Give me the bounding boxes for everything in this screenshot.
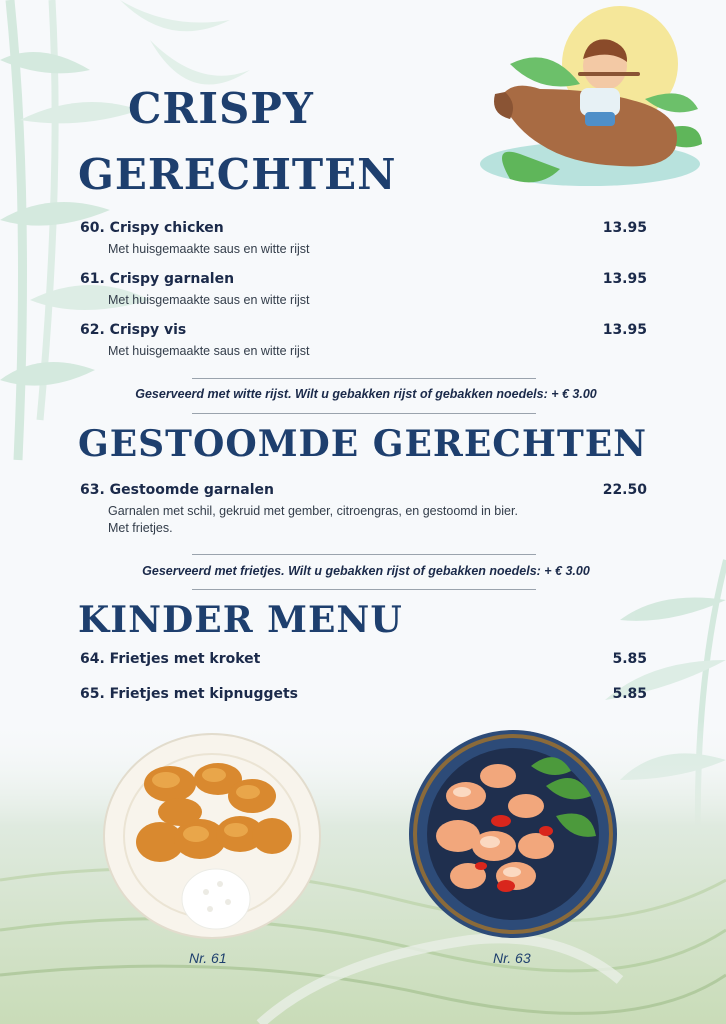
menu-item-price: 13.95 — [602, 220, 647, 236]
menu-item-description: Garnalen met schil, gekruid met gember, citroengras, en gestoomd in bier. Met frietjes. — [108, 504, 518, 535]
menu-item-price: 22.50 — [602, 482, 647, 498]
menu-item — [80, 651, 647, 667]
menu-item-name: 60. Crispy chicken — [80, 220, 224, 236]
divider — [192, 554, 536, 555]
boy-on-buffalo-illustration — [470, 4, 710, 204]
dish-photo-crispy-garnalen — [100, 724, 324, 942]
photo-caption: Nr. 61 — [189, 950, 227, 966]
menu-item — [80, 271, 647, 309]
menu-item-price: 5.85 — [612, 651, 647, 667]
section-title-kinder: KINDER MENU — [78, 599, 403, 641]
divider — [192, 589, 536, 590]
section-title-crispy-line1: CRISPY — [128, 84, 314, 133]
divider — [192, 378, 536, 379]
section-title-crispy-line2: GERECHTEN — [78, 150, 397, 199]
menu-item-name: 64. Frietjes met kroket — [80, 651, 261, 667]
section-title-gestoomde: GESTOOMDE GERECHTEN — [78, 423, 648, 465]
menu-item — [80, 322, 647, 360]
menu-item — [80, 482, 647, 537]
menu-item-name: 61. Crispy garnalen — [80, 271, 235, 287]
menu-item-name: 62. Crispy vis — [80, 322, 187, 338]
menu-item-price: 13.95 — [602, 271, 647, 287]
menu-item-price: 13.95 — [602, 322, 647, 338]
section-note: Geserveerd met frietjes. Wilt u gebakken rijst of gebakken noedels: + € 3.00 — [142, 564, 590, 578]
divider — [192, 413, 536, 414]
menu-item — [80, 686, 647, 702]
menu-item-description: Met huisgemaakte saus en witte rijst — [108, 344, 310, 358]
section-note: Geserveerd met witte rijst. Wilt u gebakken rijst of gebakken noedels: + € 3.00 — [135, 387, 597, 401]
photo-caption: Nr. 63 — [493, 950, 531, 966]
menu-item-name: 63. Gestoomde garnalen — [80, 482, 274, 498]
menu-item — [80, 220, 647, 258]
menu-item-description: Met huisgemaakte saus en witte rijst — [108, 242, 310, 256]
menu-item-description: Met huisgemaakte saus en witte rijst — [108, 293, 310, 307]
menu-item-name: 65. Frietjes met kipnuggets — [80, 686, 299, 702]
dish-photo-gestoomde-garnalen — [406, 726, 620, 942]
menu-item-price: 5.85 — [612, 686, 647, 702]
